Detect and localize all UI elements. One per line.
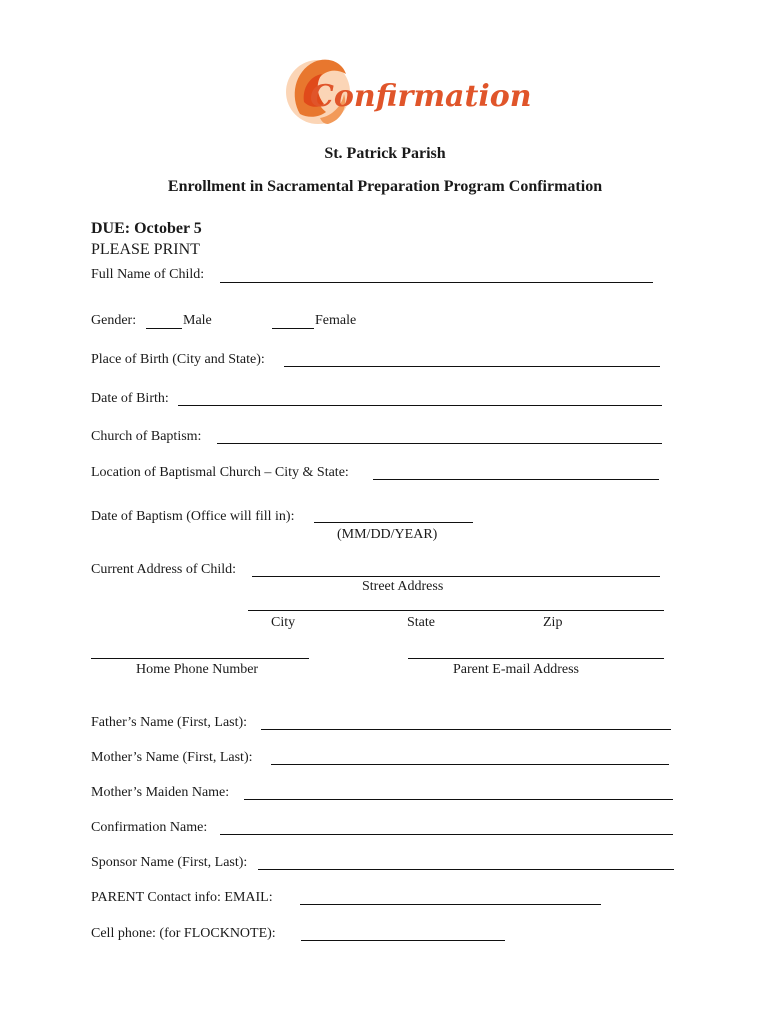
gender-female-label: Female bbox=[315, 313, 357, 328]
city-state-zip-field[interactable] bbox=[248, 610, 664, 611]
confirmation-name-label: Confirmation Name: bbox=[91, 820, 208, 835]
confirmation-name-field[interactable] bbox=[220, 834, 673, 835]
due-date: DUE: October 5 bbox=[91, 220, 202, 237]
zip-caption: Zip bbox=[543, 615, 563, 630]
street-address-field[interactable] bbox=[252, 576, 660, 577]
mother-name-field[interactable] bbox=[271, 764, 669, 765]
full-name-label: Full Name of Child: bbox=[91, 267, 205, 282]
parent-contact-email-label: PARENT Contact info: EMAIL: bbox=[91, 890, 273, 905]
gender-label: Gender: bbox=[91, 313, 137, 328]
date-format-hint: (MM/DD/YEAR) bbox=[337, 527, 438, 542]
date-of-birth-label: Date of Birth: bbox=[91, 391, 169, 406]
date-of-birth-field[interactable] bbox=[178, 405, 662, 406]
mother-name-label: Mother’s Name (First, Last): bbox=[91, 750, 253, 765]
street-address-caption: Street Address bbox=[362, 579, 444, 594]
form-title: Enrollment in Sacramental Preparation Program Confirmation bbox=[167, 178, 603, 195]
gender-female-blank[interactable] bbox=[272, 328, 314, 329]
parish-name: St. Patrick Parish bbox=[324, 145, 446, 162]
svg-text:Confirmation: Confirmation bbox=[310, 79, 532, 114]
church-of-baptism-field[interactable] bbox=[217, 443, 662, 444]
gender-male-blank[interactable] bbox=[146, 328, 182, 329]
gender-male-label: Male bbox=[183, 313, 212, 328]
parent-email-field[interactable] bbox=[408, 658, 664, 659]
parent-email-caption: Parent E-mail Address bbox=[453, 662, 579, 677]
baptismal-location-field[interactable] bbox=[373, 479, 659, 480]
city-caption: City bbox=[271, 615, 296, 630]
cell-phone-label: Cell phone: (for FLOCKNOTE): bbox=[91, 926, 276, 941]
mother-maiden-field[interactable] bbox=[244, 799, 673, 800]
baptismal-location-label: Location of Baptismal Church – City & State: bbox=[91, 465, 349, 480]
state-caption: State bbox=[407, 615, 435, 630]
parent-contact-email-field[interactable] bbox=[300, 904, 601, 905]
date-of-baptism-field[interactable] bbox=[314, 522, 473, 523]
confirmation-logo bbox=[280, 52, 532, 134]
please-print-note: PLEASE PRINT bbox=[91, 241, 200, 258]
home-phone-field[interactable] bbox=[91, 658, 309, 659]
cell-phone-field[interactable] bbox=[301, 940, 505, 941]
date-of-baptism-label: Date of Baptism (Office will fill in): bbox=[91, 509, 295, 524]
father-name-field[interactable] bbox=[261, 729, 671, 730]
father-name-label: Father’s Name (First, Last): bbox=[91, 715, 248, 730]
sponsor-name-field[interactable] bbox=[258, 869, 674, 870]
home-phone-caption: Home Phone Number bbox=[136, 662, 259, 677]
church-of-baptism-label: Church of Baptism: bbox=[91, 429, 202, 444]
mother-maiden-label: Mother’s Maiden Name: bbox=[91, 785, 230, 800]
full-name-field[interactable] bbox=[220, 282, 653, 283]
place-of-birth-field[interactable] bbox=[284, 366, 660, 367]
current-address-label: Current Address of Child: bbox=[91, 562, 237, 577]
sponsor-name-label: Sponsor Name (First, Last): bbox=[91, 855, 248, 870]
place-of-birth-label: Place of Birth (City and State): bbox=[91, 352, 265, 367]
